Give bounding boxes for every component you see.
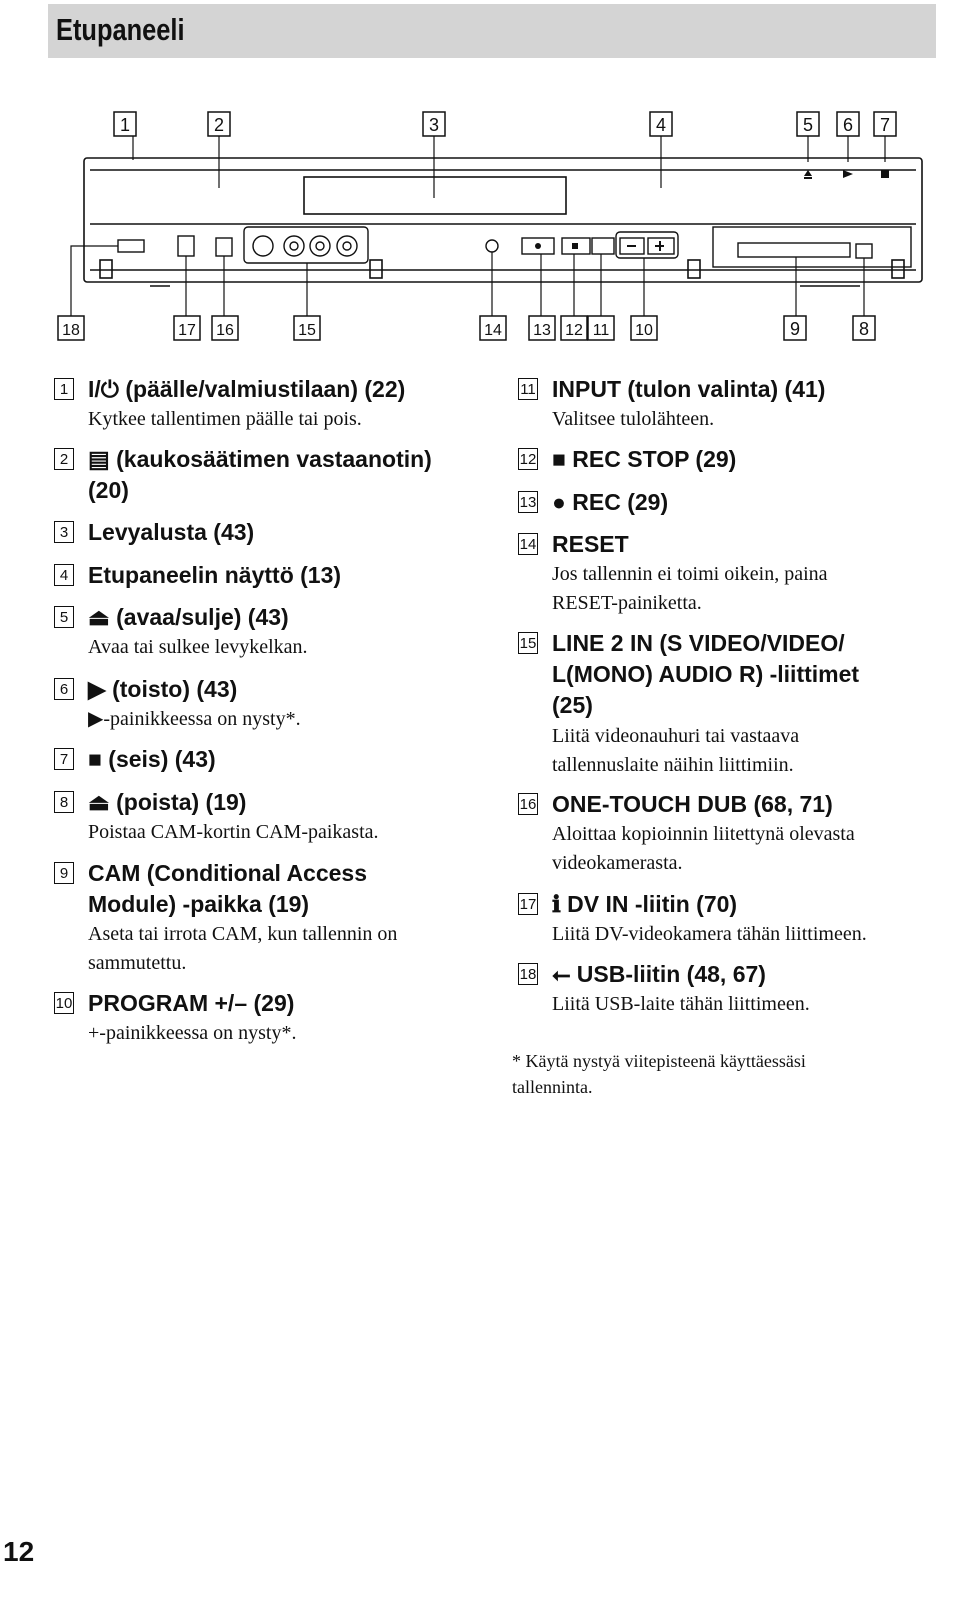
callout-1: 1 bbox=[119, 115, 131, 135]
item-number: 1 bbox=[54, 378, 74, 400]
item-title: ▶ (toisto) (43) bbox=[88, 676, 238, 702]
item-desc: Liitä videonauhuri tai vastaava tallennuslaite näihin liittimiin. bbox=[552, 725, 800, 776]
callout-15: 15 bbox=[298, 322, 316, 339]
section-title: Etupaneeli bbox=[56, 12, 185, 47]
callout-2: 2 bbox=[213, 115, 225, 135]
item-title: CAM (Conditional Access Module) -paikka (19) bbox=[88, 860, 368, 917]
callout-3: 3 bbox=[428, 115, 440, 135]
item-desc: +-painikkeessa on nysty*. bbox=[88, 1022, 297, 1044]
callout-10: 10 bbox=[635, 322, 653, 339]
item-number: 13 bbox=[518, 491, 538, 513]
item-number: 5 bbox=[54, 606, 74, 628]
item-desc: Valitsee tulolähteen. bbox=[552, 408, 715, 430]
item-title: ⏏ (avaa/sulje) (43) bbox=[88, 604, 289, 630]
item-number: 2 bbox=[54, 448, 74, 470]
callout-4: 4 bbox=[655, 115, 667, 135]
callout-12: 12 bbox=[565, 322, 583, 339]
item-desc: Jos tallennin ei toimi oikein, paina RESET-painiketta. bbox=[552, 563, 828, 614]
item-desc: Avaa tai sulkee levykelkan. bbox=[88, 636, 308, 658]
footnote: * Käytä nystyä viitepisteenä käyttäessäsi tallenninta. bbox=[512, 1051, 806, 1097]
item-number: 6 bbox=[54, 678, 74, 700]
callout-7: 7 bbox=[879, 115, 891, 135]
item-number: 15 bbox=[518, 632, 538, 654]
item-number: 10 bbox=[54, 992, 74, 1014]
item-number: 16 bbox=[518, 793, 538, 815]
callout-16: 16 bbox=[216, 322, 234, 339]
callout-17: 17 bbox=[178, 322, 196, 339]
item-title: Levyalusta (43) bbox=[88, 519, 255, 545]
top-callouts bbox=[114, 112, 896, 136]
item-desc: ▶-painikkeessa on nysty*. bbox=[88, 708, 301, 730]
item-title: LINE 2 IN (S VIDEO/VIDEO/ L(MONO) AUDIO R) -liittimet (25) bbox=[552, 630, 860, 718]
callout-13: 13 bbox=[533, 322, 551, 339]
callout-18: 18 bbox=[62, 322, 80, 339]
item-title: ℹ DV IN -liitin (70) bbox=[552, 891, 738, 917]
callout-9: 9 bbox=[789, 319, 801, 339]
item-title: ■ REC STOP (29) bbox=[552, 446, 737, 472]
page-number: 12 bbox=[3, 1536, 35, 1567]
item-desc: Liitä DV-videokamera tähän liittimeen. bbox=[552, 923, 867, 945]
item-desc: Aloittaa kopioinnin liitettynä olevasta videokamerasta. bbox=[552, 823, 855, 874]
left-column bbox=[54, 374, 494, 1054]
callout-5: 5 bbox=[802, 115, 814, 135]
item-title: ONE-TOUCH DUB (68, 71) bbox=[552, 791, 833, 817]
callout-8: 8 bbox=[858, 319, 870, 339]
item-desc: Poistaa CAM-kortin CAM-paikasta. bbox=[88, 821, 379, 843]
item-number: 4 bbox=[54, 564, 74, 586]
item-title: INPUT (tulon valinta) (41) bbox=[552, 376, 826, 402]
item-title: ■ (seis) (43) bbox=[88, 746, 216, 772]
item-number: 9 bbox=[54, 862, 74, 884]
item-number: 7 bbox=[54, 748, 74, 770]
callout-6: 6 bbox=[842, 115, 854, 135]
callout-11: 11 bbox=[592, 322, 610, 339]
item-title: PROGRAM +/– (29) bbox=[88, 990, 295, 1016]
item-desc: Aseta tai irrota CAM, kun tallennin on sammutettu. bbox=[88, 923, 398, 974]
item-number: 17 bbox=[518, 893, 538, 915]
item-desc: Kytkee tallentimen päälle tai pois. bbox=[88, 408, 362, 430]
item-number: 14 bbox=[518, 533, 538, 555]
item-desc: Liitä USB-laite tähän liittimeen. bbox=[552, 993, 810, 1015]
item-number: 12 bbox=[518, 448, 538, 470]
item-title: Etupaneelin näyttö (13) bbox=[88, 562, 342, 588]
callout-14: 14 bbox=[484, 322, 502, 339]
item-title: ⭠ USB-liitin (48, 67) bbox=[552, 961, 766, 987]
right-column bbox=[518, 374, 948, 1044]
item-title: I/⏻ (päälle/valmiustilaan) (22) bbox=[88, 376, 406, 402]
item-title: ● REC (29) bbox=[552, 489, 669, 515]
item-title: RESET bbox=[552, 531, 629, 557]
item-number: 18 bbox=[518, 963, 538, 985]
item-title: ▤ (kaukosäätimen vastaanotin) (20) bbox=[88, 446, 432, 503]
item-title: ⏏ (poista) (19) bbox=[88, 789, 247, 815]
item-number: 11 bbox=[518, 378, 538, 400]
front-panel-diagram bbox=[0, 100, 960, 350]
item-number: 8 bbox=[54, 791, 74, 813]
item-number: 3 bbox=[54, 521, 74, 543]
